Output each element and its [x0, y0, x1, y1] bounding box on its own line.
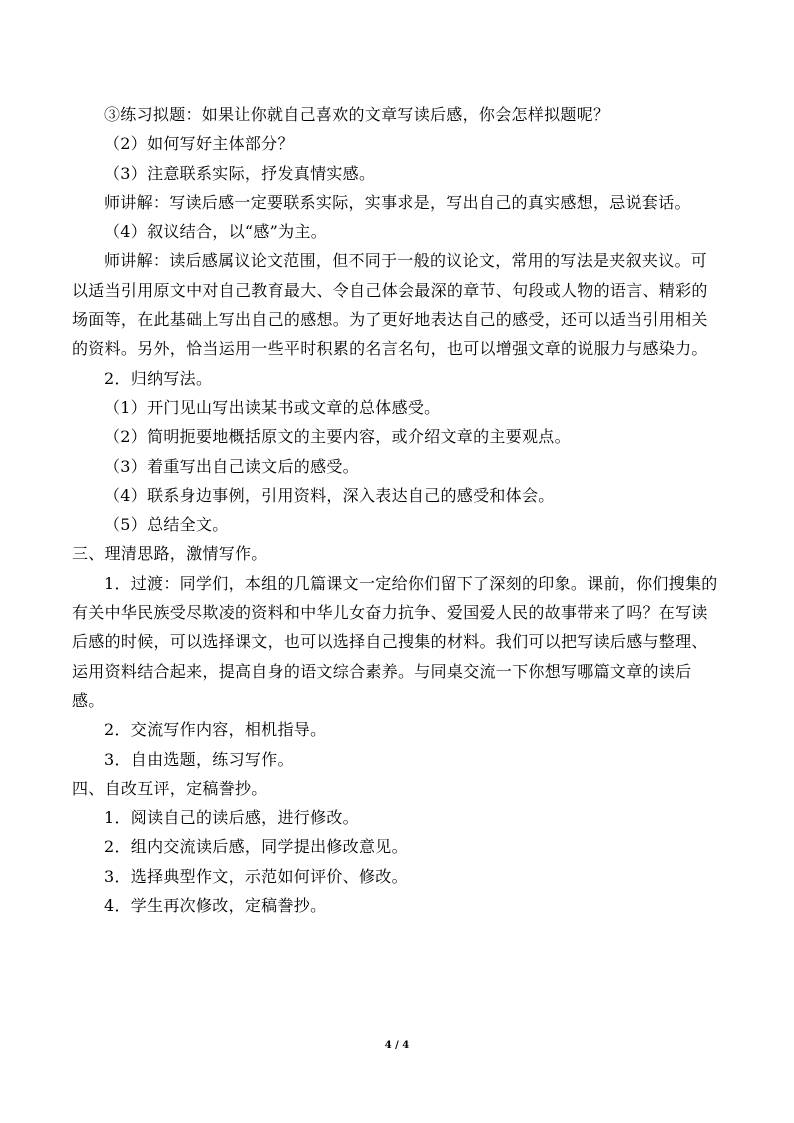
paragraph: 2．组内交流读后感，同学提出修改意见。: [104, 837, 408, 857]
document-body: [72, 100, 722, 920]
paragraph: 3．自由选题，练习写作。: [104, 749, 294, 769]
paragraph: 3．选择典型作文，示范如何评价、修改。: [104, 866, 408, 886]
paragraph: （4）联系身边事例，引用资料，深入表达自己的感受和体会。: [104, 485, 555, 505]
paragraph: 1．过渡：同学们，本组的几篇课文一定给你们留下了深刻的印象。课前，你们搜集的有关中华民族受尽欺凌的资料和中华儿女奋力抗争、爱国爱人民的故事带来了吗？在写读后感的时候，可以选择课文，也可以选择自己搜集的材料。我们可以把写读后感与整理、运用资料结合起来，提高自身的语文综合素养。与同桌交流一下你想写哪篇文章的读后感。: [72, 573, 718, 710]
section-heading: 四、自改互评，定稿誊抄。: [72, 778, 268, 798]
paragraph: 师讲解：写读后感一定要联系实际，实事求是，写出自己的真实感想，忌说套话。: [104, 192, 691, 212]
paragraph: 1．阅读自己的读后感，进行修改。: [104, 808, 359, 828]
paragraph: （2）简明扼要地概括原文的主要内容，或介绍文章的主要观点。: [104, 427, 571, 447]
paragraph: （1）开门见山写出读某书或文章的总体感受。: [104, 397, 441, 417]
page-number: 4 / 4: [384, 1040, 410, 1051]
paragraph: （4）叙议结合，以“感”为主。: [104, 222, 328, 242]
paragraph: （2）如何写好主体部分？: [104, 134, 294, 154]
paragraph: 4．学生再次修改，定稿誊抄。: [104, 896, 327, 916]
paragraph: （3）注意联系实际，抒发真情实感。: [104, 163, 376, 183]
paragraph: 师讲解：读后感属议论文范围，但不同于一般的议论文，常用的写法是夹叙夹议。可以适当引用原文中对自己教育最大、令自己体会最深的章节、句段或人物的语言、精彩的场面等，在此基础上写出自己的感想。为了更好地表达自己的感受，还可以适当引用相关的资料。另外，恰当运用一些平时积累的名言名句，也可以增强文章的说服力与感染力。: [72, 251, 708, 359]
paragraph: 2．交流写作内容，相机指导。: [104, 720, 327, 740]
section-heading: 三、理清思路，激情写作。: [72, 544, 268, 564]
paragraph: ③练习拟题：如果让你就自己喜欢的文章写读后感，你会怎样拟题呢？: [104, 105, 610, 124]
paragraph: 2．归纳写法。: [104, 368, 213, 388]
paragraph: （3）着重写出自己读文后的感受。: [104, 456, 359, 476]
paragraph: （5）总结全文。: [104, 515, 229, 535]
